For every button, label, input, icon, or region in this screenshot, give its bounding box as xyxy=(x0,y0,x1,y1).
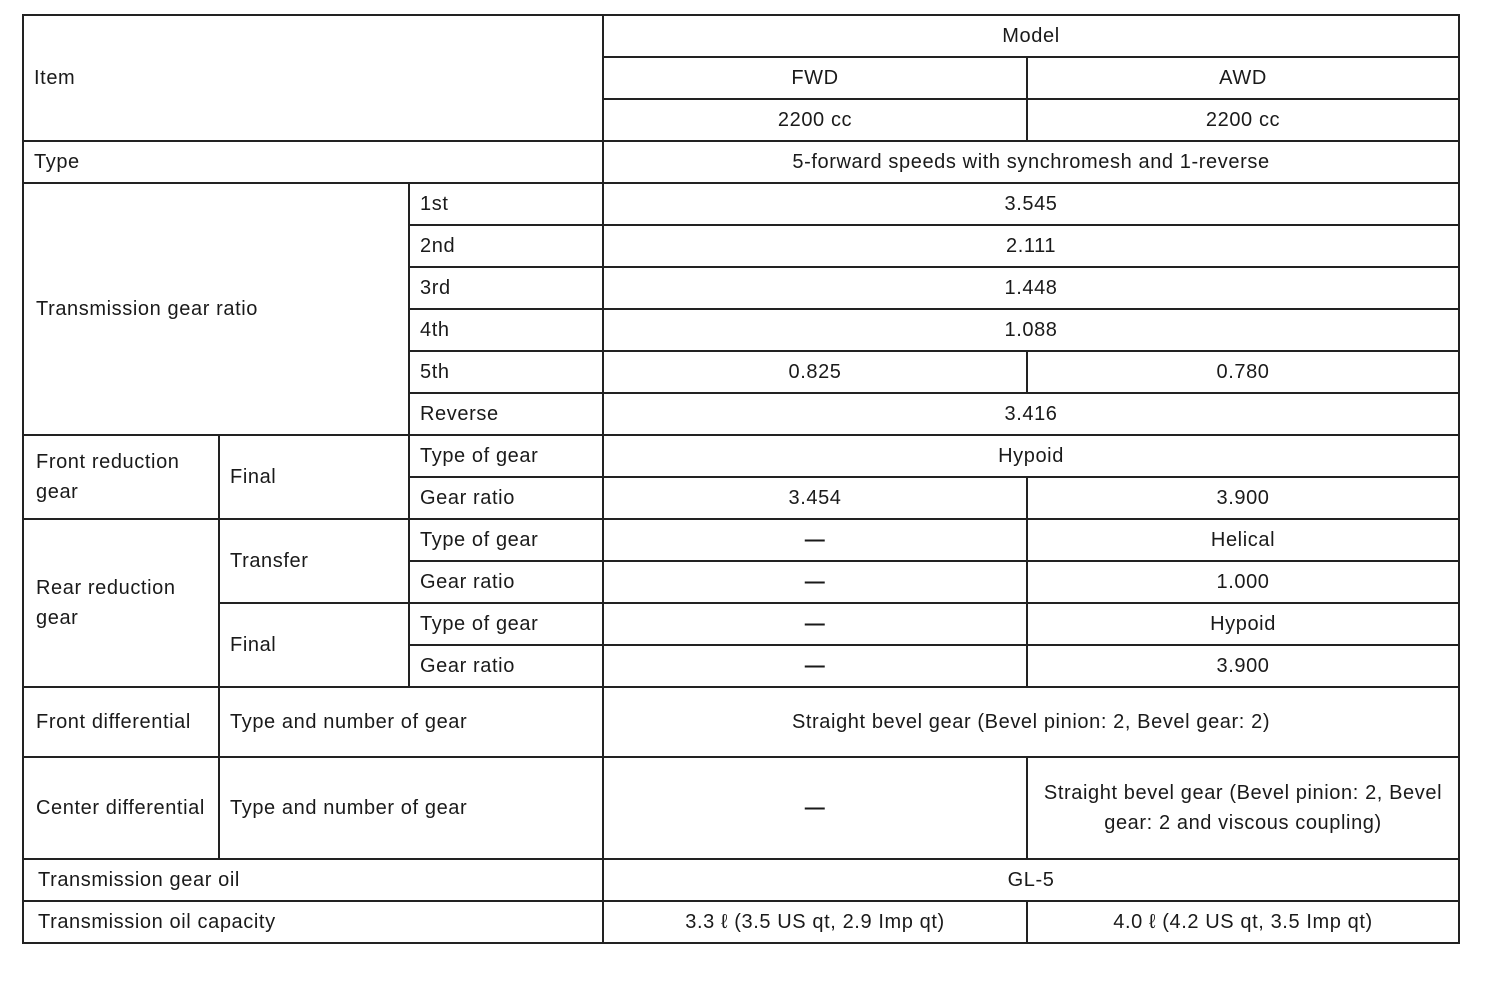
rear-final-type-label: Type of gear xyxy=(409,603,603,645)
gear-name: 2nd xyxy=(409,225,603,267)
center-differential-fwd: — xyxy=(603,757,1027,859)
front-differential-value: Straight bevel gear (Bevel pinion: 2, Bevel gear: 2) xyxy=(603,687,1459,757)
type-row xyxy=(23,141,1459,183)
fwd-header: FWD xyxy=(603,57,1027,99)
rear-reduction-row xyxy=(23,519,1459,561)
gear-name: 4th xyxy=(409,309,603,351)
rear-transfer-label: Transfer xyxy=(219,519,409,603)
oil-capacity-awd: 4.0 ℓ (4.2 US qt, 3.5 Imp qt) xyxy=(1027,901,1459,943)
front-reduction-sub: Final xyxy=(219,435,409,519)
front-type-label: Type of gear xyxy=(409,435,603,477)
gear-oil-row xyxy=(23,859,1459,901)
center-differential-label: Center differential xyxy=(23,757,219,859)
gear-value: 3.416 xyxy=(603,393,1459,435)
front-differential-label: Front differential xyxy=(23,687,219,757)
rear-transfer-type-awd: Helical xyxy=(1027,519,1459,561)
rear-transfer-ratio-awd: 1.000 xyxy=(1027,561,1459,603)
rear-reduction-row xyxy=(23,603,1459,645)
rear-final-type-awd: Hypoid xyxy=(1027,603,1459,645)
type-label: Type xyxy=(23,141,603,183)
gear-value-awd: 0.780 xyxy=(1027,351,1459,393)
type-value: 5-forward speeds with synchromesh and 1-reverse xyxy=(603,141,1459,183)
rear-transfer-ratio-fwd: — xyxy=(603,561,1027,603)
rear-final-ratio-fwd: — xyxy=(603,645,1027,687)
oil-capacity-row xyxy=(23,901,1459,943)
rear-final-ratio-awd: 3.900 xyxy=(1027,645,1459,687)
rear-transfer-type-label: Type of gear xyxy=(409,519,603,561)
rear-final-ratio-label: Gear ratio xyxy=(409,645,603,687)
oil-capacity-label: Transmission oil capacity xyxy=(23,901,603,943)
front-ratio-label: Gear ratio xyxy=(409,477,603,519)
fwd-cc: 2200 cc xyxy=(603,99,1027,141)
item-header: Item xyxy=(23,15,603,141)
gear-oil-label: Transmission gear oil xyxy=(23,859,603,901)
rear-transfer-ratio-label: Gear ratio xyxy=(409,561,603,603)
header-row-model xyxy=(23,15,1459,57)
center-differential-row xyxy=(23,757,1459,859)
gear-name: Reverse xyxy=(409,393,603,435)
front-type-value: Hypoid xyxy=(603,435,1459,477)
front-reduction-label: Front reduction gear xyxy=(23,435,219,519)
front-reduction-row xyxy=(23,435,1459,477)
awd-cc: 2200 cc xyxy=(1027,99,1459,141)
front-differential-row xyxy=(23,687,1459,757)
spec-table xyxy=(22,14,1460,944)
front-differential-sub: Type and number of gear xyxy=(219,687,603,757)
gear-value: 2.111 xyxy=(603,225,1459,267)
rear-transfer-type-fwd: — xyxy=(603,519,1027,561)
gear-value: 1.088 xyxy=(603,309,1459,351)
gear-oil-value: GL-5 xyxy=(603,859,1459,901)
gear-ratio-label: Transmission gear ratio xyxy=(23,183,409,435)
oil-capacity-fwd: 3.3 ℓ (3.5 US qt, 2.9 Imp qt) xyxy=(603,901,1027,943)
gear-value-fwd: 0.825 xyxy=(603,351,1027,393)
gear-value: 3.545 xyxy=(603,183,1459,225)
rear-reduction-label: Rear reduction gear xyxy=(23,519,219,687)
model-header: Model xyxy=(603,15,1459,57)
front-ratio-awd: 3.900 xyxy=(1027,477,1459,519)
gear-name: 1st xyxy=(409,183,603,225)
gear-value: 1.448 xyxy=(603,267,1459,309)
center-differential-sub: Type and number of gear xyxy=(219,757,603,859)
gear-name: 5th xyxy=(409,351,603,393)
awd-header: AWD xyxy=(1027,57,1459,99)
rear-final-label: Final xyxy=(219,603,409,687)
gear-name: 3rd xyxy=(409,267,603,309)
rear-final-type-fwd: — xyxy=(603,603,1027,645)
front-ratio-fwd: 3.454 xyxy=(603,477,1027,519)
center-differential-awd: Straight bevel gear (Bevel pinion: 2, Bevel gear: 2 and viscous coupling) xyxy=(1027,757,1459,859)
gear-ratio-row xyxy=(23,183,1459,225)
